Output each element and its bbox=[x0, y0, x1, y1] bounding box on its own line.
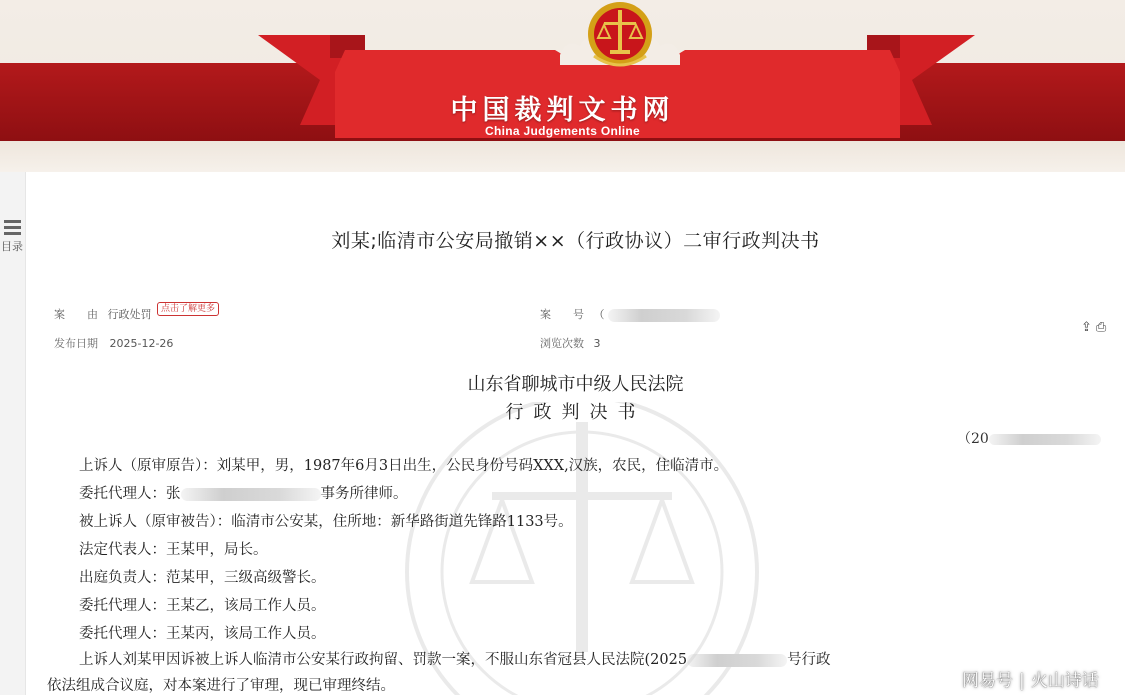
cause-label: 案 由 bbox=[54, 308, 98, 321]
para-court-rep: 出庭负责人：范某甲，三级高级警长。 bbox=[79, 570, 326, 586]
document-title: 刘某;临清市公安局撤销××（行政协议）二审行政判决书 bbox=[331, 230, 820, 252]
para-agent-2: 委托代理人：王某乙，该局工作人员。 bbox=[79, 598, 326, 614]
toc-button[interactable] bbox=[0, 217, 24, 254]
publish-value: 2025-12-26 bbox=[109, 337, 174, 350]
para-agent-3: 委托代理人：王某丙，该局工作人员。 bbox=[79, 626, 326, 642]
redacted-summary bbox=[687, 654, 787, 667]
redacted-case-no bbox=[608, 309, 720, 322]
para-legal-rep: 法定代表人：王某甲，局长。 bbox=[79, 542, 268, 558]
meta-publish bbox=[54, 335, 173, 351]
brand-left: 网易号 bbox=[962, 671, 1013, 691]
menu-icon bbox=[0, 220, 24, 235]
court-emblem-icon bbox=[584, 0, 656, 72]
summary-text: 上诉人刘某甲因诉被上诉人临清市公安某行政拘留、罚款一案，不服山东省冠县人民法院(2025 bbox=[79, 652, 688, 668]
tool-icons bbox=[1081, 320, 1110, 335]
banner-title-cn: 中国裁判文书网 bbox=[450, 95, 675, 126]
para-appellee: 被上诉人（原审被告）：临清市公安某，住所地：新华路街道先锋路1133号。 bbox=[79, 514, 573, 530]
learn-more-tag[interactable]: 点击了解更多 bbox=[157, 302, 219, 316]
case-number bbox=[957, 428, 1101, 448]
agent-1-suffix: 事务所律师。 bbox=[320, 486, 408, 502]
case-no-label: 案 号 bbox=[540, 308, 584, 321]
brand-watermark bbox=[962, 666, 1099, 691]
views-label: 浏览次数 bbox=[540, 337, 584, 350]
meta-case-no bbox=[540, 306, 720, 322]
meta-cause bbox=[54, 306, 219, 323]
para-appellant: 上诉人（原审原告）：刘某甲，男，1987年6月3日出生，公民身份号码XXX,汉族，农民，住临清市。 bbox=[79, 458, 729, 474]
site-header bbox=[0, 0, 1125, 172]
para-case-summary bbox=[79, 648, 831, 669]
para-agent-1 bbox=[79, 482, 408, 503]
summary-suffix: 号行政 bbox=[787, 652, 831, 668]
ribbon-graphic bbox=[0, 0, 1125, 172]
views-value: 3 bbox=[593, 337, 601, 350]
download-icon[interactable]: ⇪ bbox=[1081, 320, 1092, 335]
meta-views bbox=[540, 335, 601, 351]
para-trial-note: 依法组成合议庭，对本案进行了审理，现已审理终结。 bbox=[47, 678, 395, 694]
brand-right: 火山诗话 bbox=[1030, 671, 1099, 691]
agent-1-prefix: 委托代理人：张 bbox=[79, 486, 181, 502]
case-number-prefix: （20 bbox=[957, 431, 989, 447]
redacted-agent-name bbox=[181, 488, 321, 501]
document-page bbox=[0, 172, 1125, 695]
document-type: 行政判决书 bbox=[505, 402, 646, 423]
toc-label: 目录 bbox=[1, 240, 23, 253]
court-name: 山东省聊城市中级人民法院 bbox=[467, 374, 684, 395]
print-icon[interactable]: ⎙ bbox=[1095, 320, 1107, 335]
banner-title-en: China Judgements Online bbox=[485, 124, 640, 138]
case-no-value: （ bbox=[593, 308, 605, 321]
cause-value: 行政处罚 bbox=[107, 308, 152, 321]
redacted-case-number bbox=[989, 434, 1101, 445]
brand-sep: | bbox=[1019, 671, 1025, 691]
publish-label: 发布日期 bbox=[54, 337, 98, 350]
